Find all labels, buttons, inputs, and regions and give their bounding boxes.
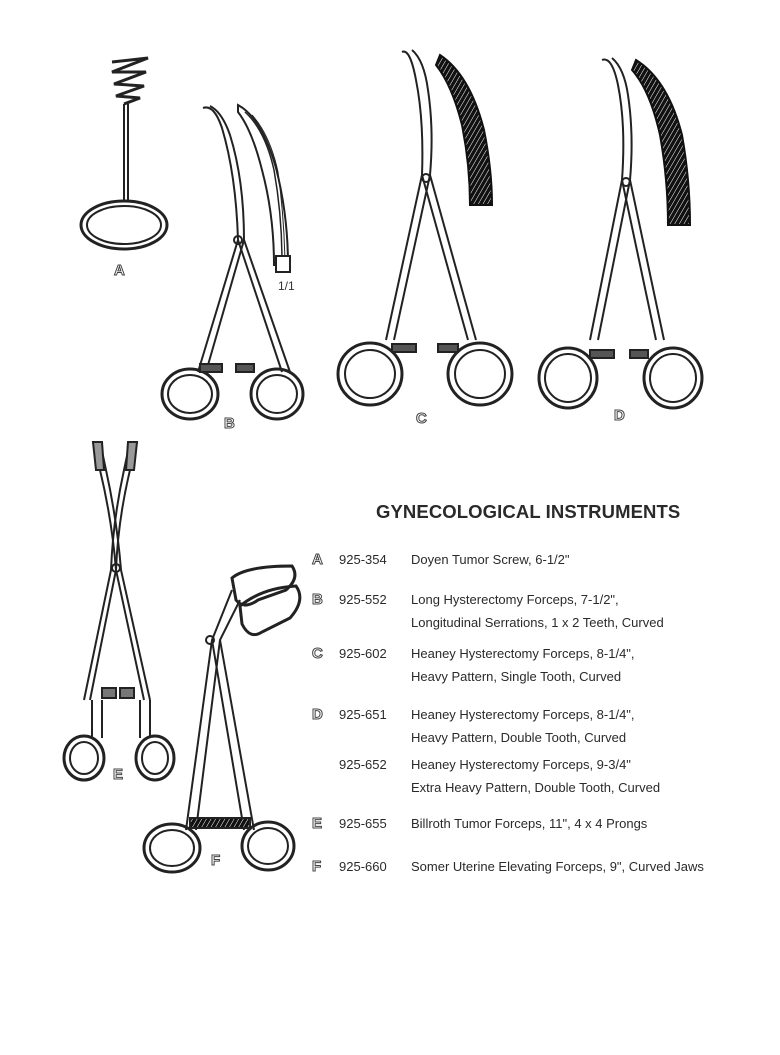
catalog-description-line: Heaney Hysterectomy Forceps, 8-1/4", (411, 646, 635, 661)
catalog-letter: F (312, 858, 322, 875)
catalog-description-line: Doyen Tumor Screw, 6-1/2" (411, 552, 570, 567)
long-hysterectomy-forceps-illustration (162, 105, 303, 419)
scale-label: 1/1 (278, 279, 295, 293)
catalog-description-line: Heaney Hysterectomy Forceps, 9-3/4" (411, 757, 631, 772)
figure-label-a: A (114, 262, 125, 279)
figure-label-f: F (211, 852, 221, 869)
figure-label-b: B (224, 415, 235, 432)
catalog-letter: D (312, 706, 323, 723)
catalog-code: 925-652 (339, 757, 387, 772)
somer-uterine-forceps-illustration (144, 566, 300, 872)
figure-label-e: E (113, 766, 124, 783)
heaney-forceps-single-tooth-illustration (338, 50, 512, 405)
catalog-description-line: Long Hysterectomy Forceps, 7-1/2", (411, 592, 619, 607)
catalog-code: 925-660 (339, 859, 387, 874)
catalog-letter: E (312, 815, 323, 832)
catalog-description-line: Heaney Hysterectomy Forceps, 8-1/4", (411, 707, 635, 722)
doyen-tumor-screw-illustration (81, 58, 167, 249)
heaney-forceps-double-tooth-illustration (539, 58, 702, 408)
catalog-letter: A (312, 551, 323, 568)
page-title: GYNECOLOGICAL INSTRUMENTS (376, 501, 681, 522)
catalog-code: 925-655 (339, 816, 387, 831)
catalog-description-line: Longitudinal Serrations, 1 x 2 Teeth, Curved (411, 615, 664, 630)
catalog-code: 925-651 (339, 707, 387, 722)
figure-label-d: D (614, 407, 625, 424)
figure-label-c: C (416, 410, 427, 427)
catalog-letter: C (312, 645, 323, 662)
catalog-code: 925-602 (339, 646, 387, 661)
catalog-letter: B (312, 591, 323, 608)
catalog-description-line: Heavy Pattern, Single Tooth, Curved (411, 669, 622, 684)
catalog-description-line: Heavy Pattern, Double Tooth, Curved (411, 730, 627, 745)
billroth-tumor-forceps-illustration (64, 442, 174, 780)
catalog-description-line: Billroth Tumor Forceps, 11", 4 x 4 Prongs (411, 816, 648, 831)
catalog-code: 925-552 (339, 592, 387, 607)
catalog-description-line: Somer Uterine Elevating Forceps, 9", Curved Jaws (411, 859, 704, 874)
catalog-description-line: Extra Heavy Pattern, Double Tooth, Curved (411, 780, 661, 795)
catalog-code: 925-354 (339, 552, 387, 567)
